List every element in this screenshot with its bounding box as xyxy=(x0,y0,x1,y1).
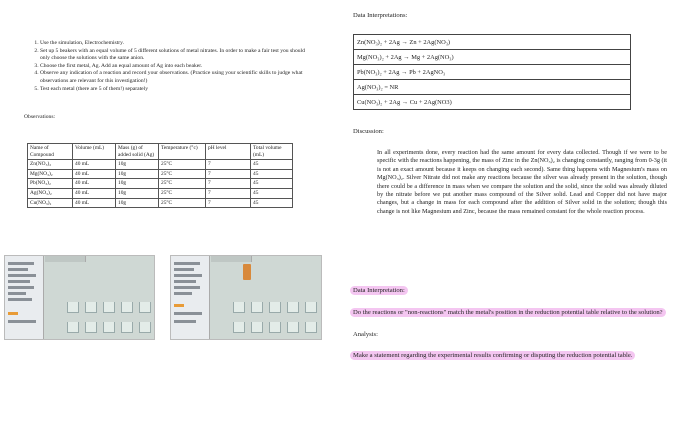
table-cell: 7 xyxy=(206,179,251,189)
data-interpretations-title: Data Interpretations: xyxy=(353,12,408,19)
beaker-icon xyxy=(251,302,263,313)
equation-row xyxy=(354,65,631,80)
table-cell: 10g xyxy=(116,188,159,198)
table-cell: 25°C xyxy=(159,179,206,189)
equations-table xyxy=(353,34,631,110)
table-row xyxy=(28,169,293,179)
step-item: 5. Test each metal (there are 5 of them!) separately xyxy=(40,86,314,94)
equation-cell: Pb(NO₃)₂ + 2Ag → Pb + 2AgNO₃ xyxy=(354,65,631,80)
equation-cell: Cu(NO₃)₂ + 2Ag → Cu + 2Ag(NO3) xyxy=(354,95,631,110)
table-cell: 7 xyxy=(206,169,251,179)
step-item: 4. Observe any indication of a reaction and record your observations. (Practice using your scientific skills to judge what observations are relevant for this investigation!) xyxy=(40,70,314,85)
table-cell: 25°C xyxy=(159,169,206,179)
table-cell: 45 xyxy=(251,169,293,179)
table-cell: 45 xyxy=(251,198,293,208)
step-item: 1. Use the simulation, Electrochemistry. xyxy=(40,40,314,48)
table-cell: 25°C xyxy=(159,188,206,198)
sim-control-panel xyxy=(171,256,210,339)
table-cell: Mg(NO₃)₂ xyxy=(28,169,73,179)
table-cell: 45 xyxy=(251,160,293,170)
analysis-label: Analysis: xyxy=(353,331,378,338)
beaker-icon xyxy=(121,322,133,333)
question-text xyxy=(350,308,670,318)
equation-row xyxy=(354,80,631,95)
table-header: Total volume (mL) xyxy=(251,144,293,160)
table-cell: 7 xyxy=(206,198,251,208)
table-cell: 40 mL xyxy=(73,169,116,179)
observations-table xyxy=(27,143,293,208)
observations-label: Observations: xyxy=(24,114,56,120)
beaker-icon xyxy=(103,322,115,333)
table-cell: 7 xyxy=(206,188,251,198)
beaker-icon xyxy=(85,302,97,313)
table-header: Name of Compound xyxy=(28,144,73,160)
table-cell: 40 mL xyxy=(73,188,116,198)
step-item: 3. Choose the first metal, Ag. Add an equal amount of Ag into each beaker. xyxy=(40,63,314,71)
table-cell: 7 xyxy=(206,160,251,170)
table-cell: 40 mL xyxy=(73,179,116,189)
table-header: Mass (g) of added solid (Ag) xyxy=(116,144,159,160)
table-cell: 10g xyxy=(116,169,159,179)
equation-cell: Ag(NO₃)₂ = NR xyxy=(354,80,631,95)
simulation-screenshot xyxy=(170,255,322,340)
beaker-icon xyxy=(305,322,317,333)
sim-control-panel xyxy=(5,256,44,339)
beaker-icon xyxy=(67,302,79,313)
table-row xyxy=(28,198,293,208)
discussion-paragraph: In all experiments done, every reaction had the same amount for every data collected. Though if we were to be specific with the reactions happening, the mass of Zinc in the Zn(NO₃)₂ is changing constantly, ranging from 0-3g (it is not an exact amount because it keeps on changing each second). Same thing happens with Magnesium's mass on Mg(NO₃)₂. Silver Nitrate did not make any reactions because the silver was already present in the solution, though there could be a difference in mass when we compare the solution and the solid, since the solid was already diluted by the nitrate before we put another mass compound of the Silver solid. Lead and Copper did not have major changes, but a change in mass for each compound after the addition of Silver solid in the solution; though this change is not like Magnesium and Zinc, because the mass remained constant for the whole reaction process. xyxy=(377,149,667,215)
beaker-icon xyxy=(287,302,299,313)
discussion-label: Discussion: xyxy=(353,128,384,135)
equation-cell: Zn(NO₃)₂ + 2Ag → Zn + 2Ag(NO₃) xyxy=(354,35,631,50)
table-cell: 40 mL xyxy=(73,160,116,170)
highlighted-statement: Make a statement regarding the experimental results confirming or disputing the reduction potential table. xyxy=(350,351,635,360)
beaker-icon xyxy=(67,322,79,333)
table-cell: 45 xyxy=(251,179,293,189)
table-cell: Pb(NO₃)₂ xyxy=(28,179,73,189)
beaker-icon xyxy=(121,302,133,313)
table-cell: Cu(NO₃)₂ xyxy=(28,198,73,208)
table-header: Temperature (°c) xyxy=(159,144,206,160)
table-cell: 40 mL xyxy=(73,198,116,208)
table-cell: Zn(NO₃)₂ xyxy=(28,160,73,170)
table-cell: 10g xyxy=(116,198,159,208)
beaker-icon xyxy=(103,302,115,313)
highlighted-question: Do the reactions or "non-reactions" match the metal's position in the reduction potential table relative to the solution? xyxy=(350,308,666,317)
table-header: Volume (mL) xyxy=(73,144,116,160)
table-cell: 45 xyxy=(251,188,293,198)
highlighted-label: Data Interpretation: xyxy=(350,286,408,295)
beaker-icon xyxy=(287,322,299,333)
data-interpretation-label xyxy=(350,287,408,294)
beaker-icon xyxy=(233,302,245,313)
statement-text xyxy=(350,351,660,362)
step-item: 2. Set up 5 beakers with an equal volume of 5 different solutions of metal nitrates. In order to make a fair test you should only choose the solutions with the same anion. xyxy=(40,48,314,63)
table-row xyxy=(28,160,293,170)
beaker-icon xyxy=(139,302,151,313)
table-header: pH level xyxy=(206,144,251,160)
table-cell: 10g xyxy=(116,160,159,170)
equation-row xyxy=(354,35,631,50)
simulation-screenshot xyxy=(4,255,155,340)
equation-row xyxy=(354,95,631,110)
beaker-icon xyxy=(233,322,245,333)
beaker-icon xyxy=(269,322,281,333)
beaker-icon xyxy=(85,322,97,333)
beaker-icon xyxy=(251,322,263,333)
table-cell: 25°C xyxy=(159,160,206,170)
table-cell: 25°C xyxy=(159,198,206,208)
beaker-icon xyxy=(269,302,281,313)
equation-row xyxy=(354,50,631,65)
table-cell: Ag(NO₃)₂ xyxy=(28,188,73,198)
table-cell: 10g xyxy=(116,179,159,189)
beaker-icon xyxy=(139,322,151,333)
reagent-bottle-icon xyxy=(243,264,251,280)
table-header-row xyxy=(28,144,293,160)
table-row xyxy=(28,188,293,198)
procedure-steps xyxy=(24,40,314,93)
beaker-icon xyxy=(305,302,317,313)
table-row xyxy=(28,179,293,189)
equation-cell: Mg(NO₃)₂ + 2Ag → Mg + 2Ag(NO₃) xyxy=(354,50,631,65)
